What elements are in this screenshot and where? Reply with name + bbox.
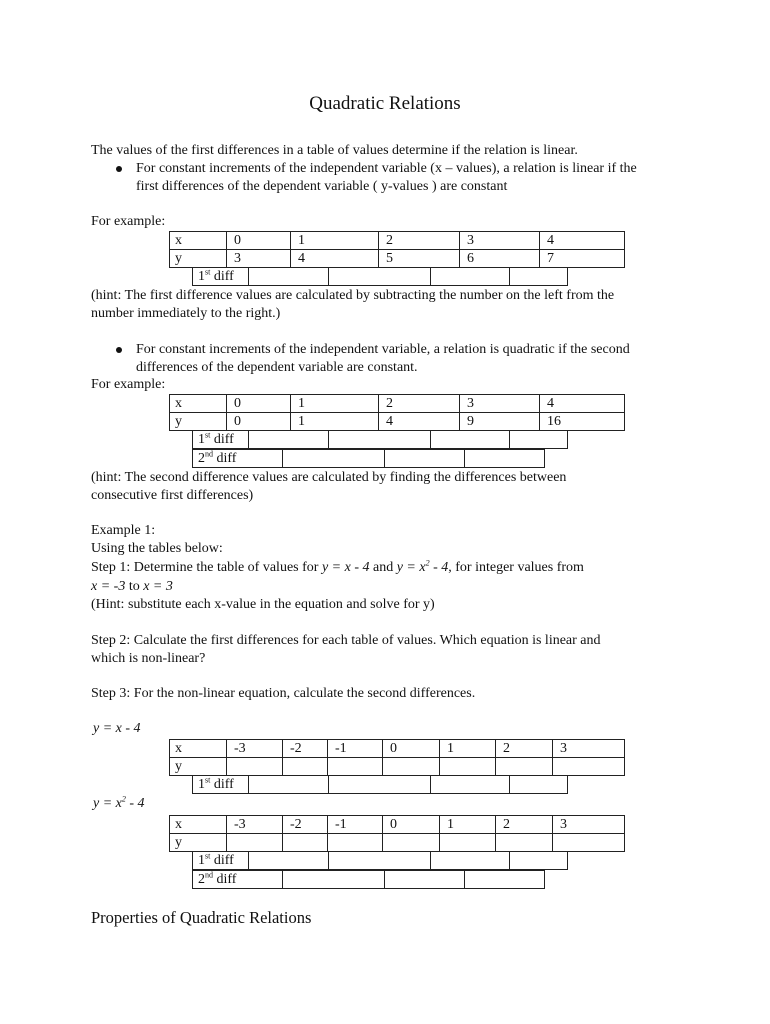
second-diff-row-2 (192, 449, 545, 468)
table-linear-exercise (169, 739, 625, 776)
first-diff-label: 1st diff (193, 852, 249, 870)
table-cell: 3 (227, 250, 291, 268)
y-label: y (170, 758, 227, 776)
table-cell: -2 (283, 816, 328, 834)
first-diff-row-1 (192, 267, 568, 286)
table-cell: 1 (440, 740, 496, 758)
hint2-line1: (hint: The second difference values are calculated by finding the differences between (91, 470, 567, 485)
step3-line: Step 3: For the non-linear equation, calculate the second differences. (91, 686, 476, 701)
diff-cell[interactable] (431, 852, 510, 870)
y-input-cell[interactable] (227, 834, 283, 852)
y-input-cell[interactable] (383, 834, 440, 852)
table-cell: 4 (379, 413, 460, 431)
y-input-cell[interactable] (283, 758, 328, 776)
table-cell: 2 (496, 740, 553, 758)
table-cell: 3 (460, 395, 540, 413)
table-cell: 1 (291, 413, 379, 431)
table-cell: 1 (291, 232, 379, 250)
y-label: y (170, 413, 227, 431)
y-input-cell[interactable] (553, 758, 625, 776)
y-label: y (170, 250, 227, 268)
diff-cell[interactable] (465, 450, 545, 468)
second-diff-row-4 (192, 870, 545, 889)
table-cell: 4 (540, 395, 625, 413)
table-cell: 1 (291, 395, 379, 413)
step1-line: Step 1: Determine the table of values for y = x - 4 and $y = x^2 - 4$, for integer values from (91, 558, 584, 575)
bullet-dot-1 (116, 166, 122, 172)
section-heading-properties: Properties of Quadratic Relations (91, 908, 312, 927)
diff-cell[interactable] (329, 268, 431, 286)
table-row-y (170, 413, 625, 431)
table-cell: 3 (553, 816, 625, 834)
table-quadratic-exercise (169, 815, 625, 852)
x-label: x (170, 816, 227, 834)
diff-cell[interactable] (385, 450, 465, 468)
table-row-x (170, 232, 625, 250)
hint-substitute: (Hint: substitute each x-value in the equation and solve for y) (91, 597, 435, 612)
diff-cell[interactable] (510, 776, 568, 794)
table-cell: 16 (540, 413, 625, 431)
table-cell: 4 (291, 250, 379, 268)
diff-cell[interactable] (249, 852, 329, 870)
example1-heading: Example 1: (91, 523, 156, 538)
table-cell: 3 (553, 740, 625, 758)
table-cell: 9 (460, 413, 540, 431)
diff-cell[interactable] (385, 871, 465, 889)
intro-text: The values of the first differences in a table of values determine if the relation is linear. (91, 143, 578, 158)
y-input-cell[interactable] (383, 758, 440, 776)
table-linear-example (169, 231, 625, 268)
table-row-x (170, 740, 625, 758)
table-cell: 1 (440, 816, 496, 834)
hint1-line1: (hint: The first difference values are calculated by subtracting the number on the left from the (91, 288, 615, 303)
first-diff-label: 1st diff (193, 268, 249, 286)
diff-cell[interactable] (329, 852, 431, 870)
table-cell: 0 (227, 395, 291, 413)
first-diff-row-4 (192, 851, 568, 870)
table-cell: -2 (283, 740, 328, 758)
hint2-line2: consecutive first differences) (91, 488, 254, 503)
second-diff-label: 2nd diff (193, 450, 283, 468)
table-quadratic-example (169, 394, 625, 431)
table-cell: 3 (460, 232, 540, 250)
first-diff-label: 1st diff (193, 431, 249, 449)
diff-cell[interactable] (510, 852, 568, 870)
diff-cell[interactable] (510, 431, 568, 449)
table-cell: 2 (379, 395, 460, 413)
diff-cell[interactable] (249, 776, 329, 794)
table-row-x (170, 395, 625, 413)
page-title: Quadratic Relations (309, 93, 461, 114)
first-diff-row-2 (192, 430, 568, 449)
equation-label-linear: y = x - 4 (93, 721, 141, 736)
diff-cell[interactable] (431, 431, 510, 449)
y-input-cell[interactable] (553, 834, 625, 852)
second-diff-label: 2nd diff (193, 871, 283, 889)
diff-cell[interactable] (283, 871, 385, 889)
hint1-line2: number immediately to the right.) (91, 306, 281, 321)
x-label: x (170, 395, 227, 413)
table-cell: -3 (227, 816, 283, 834)
bullet1-line1: For constant increments of the independent variable (x – values), a relation is linear if the (136, 161, 637, 176)
first-diff-row-3 (192, 775, 568, 794)
equation-linear: y = x - 4 (321, 560, 370, 575)
step1-range: x = -3 to x = 3 (91, 579, 173, 594)
x-label: x (170, 740, 227, 758)
diff-cell[interactable] (465, 871, 545, 889)
table-cell: -1 (328, 816, 383, 834)
diff-cell[interactable] (249, 431, 329, 449)
y-input-cell[interactable] (496, 758, 553, 776)
y-input-cell[interactable] (328, 834, 383, 852)
diff-cell[interactable] (329, 776, 431, 794)
table-cell: 5 (379, 250, 460, 268)
table-cell: 2 (496, 816, 553, 834)
x-label: x (170, 232, 227, 250)
diff-cell[interactable] (283, 450, 385, 468)
equation-label-quadratic: $y = x^2 - 4$ (93, 794, 145, 811)
diff-cell[interactable] (431, 776, 510, 794)
bullet2-line1: For constant increments of the independent variable, a relation is quadratic if the second (136, 342, 630, 357)
example-label-2: For example: (91, 377, 166, 392)
y-input-cell[interactable] (328, 758, 383, 776)
y-input-cell[interactable] (283, 834, 328, 852)
example1-line2: Using the tables below: (91, 541, 223, 556)
table-cell: 0 (383, 816, 440, 834)
table-row-y (170, 758, 625, 776)
y-input-cell[interactable] (227, 758, 283, 776)
diff-cell[interactable] (329, 431, 431, 449)
diff-cell[interactable] (249, 268, 329, 286)
diff-cell[interactable] (431, 268, 510, 286)
table-cell: 0 (227, 232, 291, 250)
y-input-cell[interactable] (440, 834, 496, 852)
table-row-x (170, 816, 625, 834)
step2-line1: Step 2: Calculate the first differences for each table of values. Which equation is linear and (91, 633, 601, 648)
bullet-dot-2 (116, 347, 122, 353)
y-input-cell[interactable] (496, 834, 553, 852)
table-cell: 6 (460, 250, 540, 268)
y-input-cell[interactable] (440, 758, 496, 776)
table-cell: 2 (379, 232, 460, 250)
step2-line2: which is non-linear? (91, 651, 206, 666)
diff-cell[interactable] (510, 268, 568, 286)
table-cell: 4 (540, 232, 625, 250)
table-row-y (170, 250, 625, 268)
table-cell: -1 (328, 740, 383, 758)
table-cell: -3 (227, 740, 283, 758)
bullet2-line2: differences of the dependent variable are constant. (136, 360, 418, 375)
bullet1-line2: first differences of the dependent variable ( y-values ) are constant (136, 179, 508, 194)
table-cell: 0 (383, 740, 440, 758)
y-label: y (170, 834, 227, 852)
table-row-y (170, 834, 625, 852)
table-cell: 7 (540, 250, 625, 268)
table-cell: 0 (227, 413, 291, 431)
first-diff-label: 1st diff (193, 776, 249, 794)
equation-quadratic: $y = x^2 - 4$ (396, 558, 449, 575)
example-label-1: For example: (91, 214, 166, 229)
